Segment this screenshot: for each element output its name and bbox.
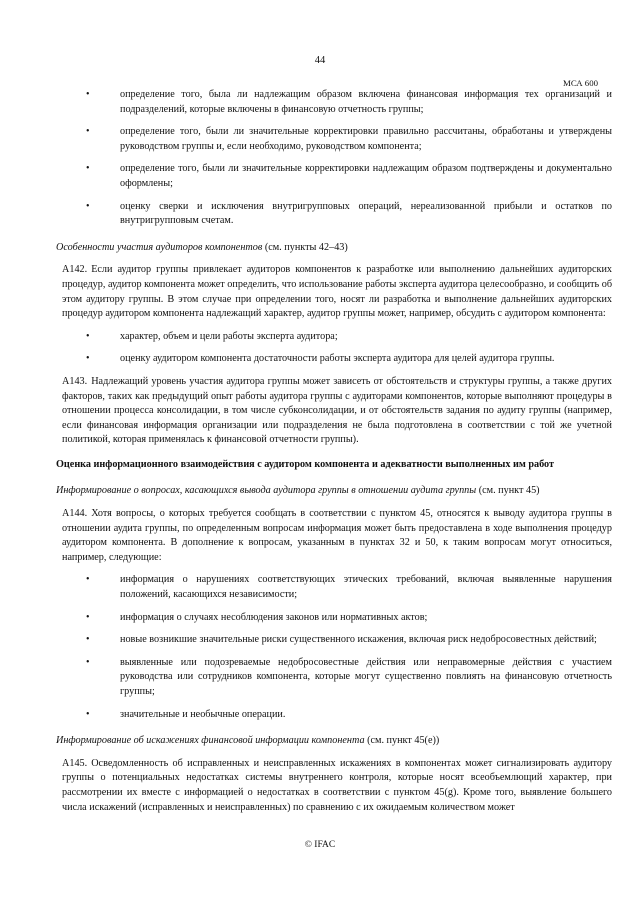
footer-copyright: © IFAC (304, 840, 336, 850)
bullet-icon: • (86, 163, 90, 175)
paragraph-number: А144. (62, 508, 88, 520)
bullet-icon: • (86, 708, 90, 720)
section-heading-evaluation: Оценка информационного взаимодействия с аудитором компонента и адекватности выполненных им работ (56, 458, 555, 470)
bullet-icon: • (86, 89, 90, 100)
bullet-icon: • (86, 200, 90, 212)
bullet-icon: • (86, 353, 90, 365)
list-item: • новые возникшие значительные риски существенного искажения, включая риск недобросовестных действий; (56, 633, 612, 648)
paragraph-a142: А142. Если аудитор группы привлекает аудиторов компонентов к разработке или выполнению дальнейших аудиторских процедур, аудитор компонента может определить, что использование работы эксперта аудитора целесообразно, и сообщить об этом аудитору группы. В этом случае при определении того, носят ли разработка и выполнение дальнейших аудиторских процедур аудитором компонента надлежащий характер, аудитор группы может, например, обсудить с аудитором компонента: (62, 264, 612, 320)
top-bullet-list (56, 88, 612, 229)
list-item: • определение того, были ли значительные корректировки правильно рассчитаны, обработаны и утверждены руководством группы и, если необходимо, руководством компонента; (86, 126, 612, 152)
section-heading-misstatements: Информирование об искажениях финансовой информации компонента (см. пункт 45(е)) (56, 735, 440, 747)
list-item: • информация о нарушениях соответствующих этических требований, включая выявленные нарушения положений, касающихся независимости; (86, 574, 612, 601)
list-item: • выявленные или подозреваемые недобросовестные действия или неправомерные действия с участием руководства или сотрудников компонента, которые могут существенно повлиять на финансовую отчетность группы; (86, 656, 612, 697)
bullet-icon: • (86, 634, 90, 646)
paragraph-a144: А144. Хотя вопросы, о которых требуется сообщать в соответствии с пунктом 45, относятся к выводу аудитора группы в отношении аудита группы, по определенным вопросам информация может быть предоставлена в ходе выполнения процедур аудитором компонента. В дополнение к вопросам, указанным в пунктах 32 и 50, к таким вопросам могут относиться, например, следующие: (62, 508, 612, 563)
section-heading-component-auditors: Особенности участия аудиторов компонентов (см. пункты 42–43) (56, 241, 348, 253)
paragraph-number: А145. (62, 757, 88, 769)
bullet-icon: • (86, 330, 90, 342)
paragraph-a145: А145. Осведомленность об исправленных и неисправленных искажениях в компонентах может сигнализировать аудитору группы о потенциальных недостатках системы внутреннего контроля, которые носят всеобъемлющий характер, при рассмотрении их вместе с информацией о недостатках в соответствии с пунктом 45(g). Кроме того, выявление большего числа искажений (исправленных и неисправленных) по сравнению с их ожидаемым количеством может (62, 757, 612, 813)
list-item: • значительные и необычные операции. (56, 708, 612, 723)
section-heading-communication: Информирование о вопросах, касающихся вывода аудитора группы в отношении аудита группы (см. пункт 45) (56, 485, 540, 497)
page-content (56, 88, 612, 823)
list-item: • определение того, была ли надлежащим образом включена финансовая информация тех организаций и подразделений, которые включены в финансовую отчетность группы; (86, 89, 612, 115)
page-number: 44 (314, 55, 326, 66)
paragraph-a143: А143. Надлежащий уровень участия аудитора группы может зависеть от обстоятельств и структуры группы, а также других факторов, таких как предыдущий опыт работы аудитора группы с аудиторами компонентов, которые выполняют процедуры в отношении процесса консолидации, в том числе субконсолидации, и от обстоятельств задания по аудиту группы (например, если финансовая информация организации или подразделения не была подготовлена в соответствии с той же учетной политикой, которая применялась к финансовой отчетности группы). (62, 375, 612, 446)
paragraph-number: А143. (62, 375, 88, 387)
a144-bullet-list (56, 573, 612, 722)
bullet-icon: • (86, 574, 90, 586)
document-code: МСА 600 (563, 78, 598, 88)
list-item: • информация о случаях несоблюдения законов или нормативных актов; (56, 611, 612, 626)
bullet-icon: • (86, 126, 90, 138)
list-item: • оценку сверки и исключения внутригрупповых операций, нереализованной прибыли и остатков по внутригрупповым счетам. (86, 200, 612, 227)
list-item: • характер, объем и цели работы эксперта аудитора; (56, 330, 612, 345)
bullet-icon: • (86, 611, 90, 623)
paragraph-number: А142. (62, 264, 88, 276)
list-item: • определение того, были ли значительные корректировки надлежащим образом подтверждены и документально оформлены; (86, 163, 612, 189)
a142-bullet-list (56, 330, 612, 367)
bullet-icon: • (86, 656, 90, 668)
list-item: • оценку аудитором компонента достаточности работы эксперта аудитора для целей аудитора группы. (56, 352, 612, 367)
